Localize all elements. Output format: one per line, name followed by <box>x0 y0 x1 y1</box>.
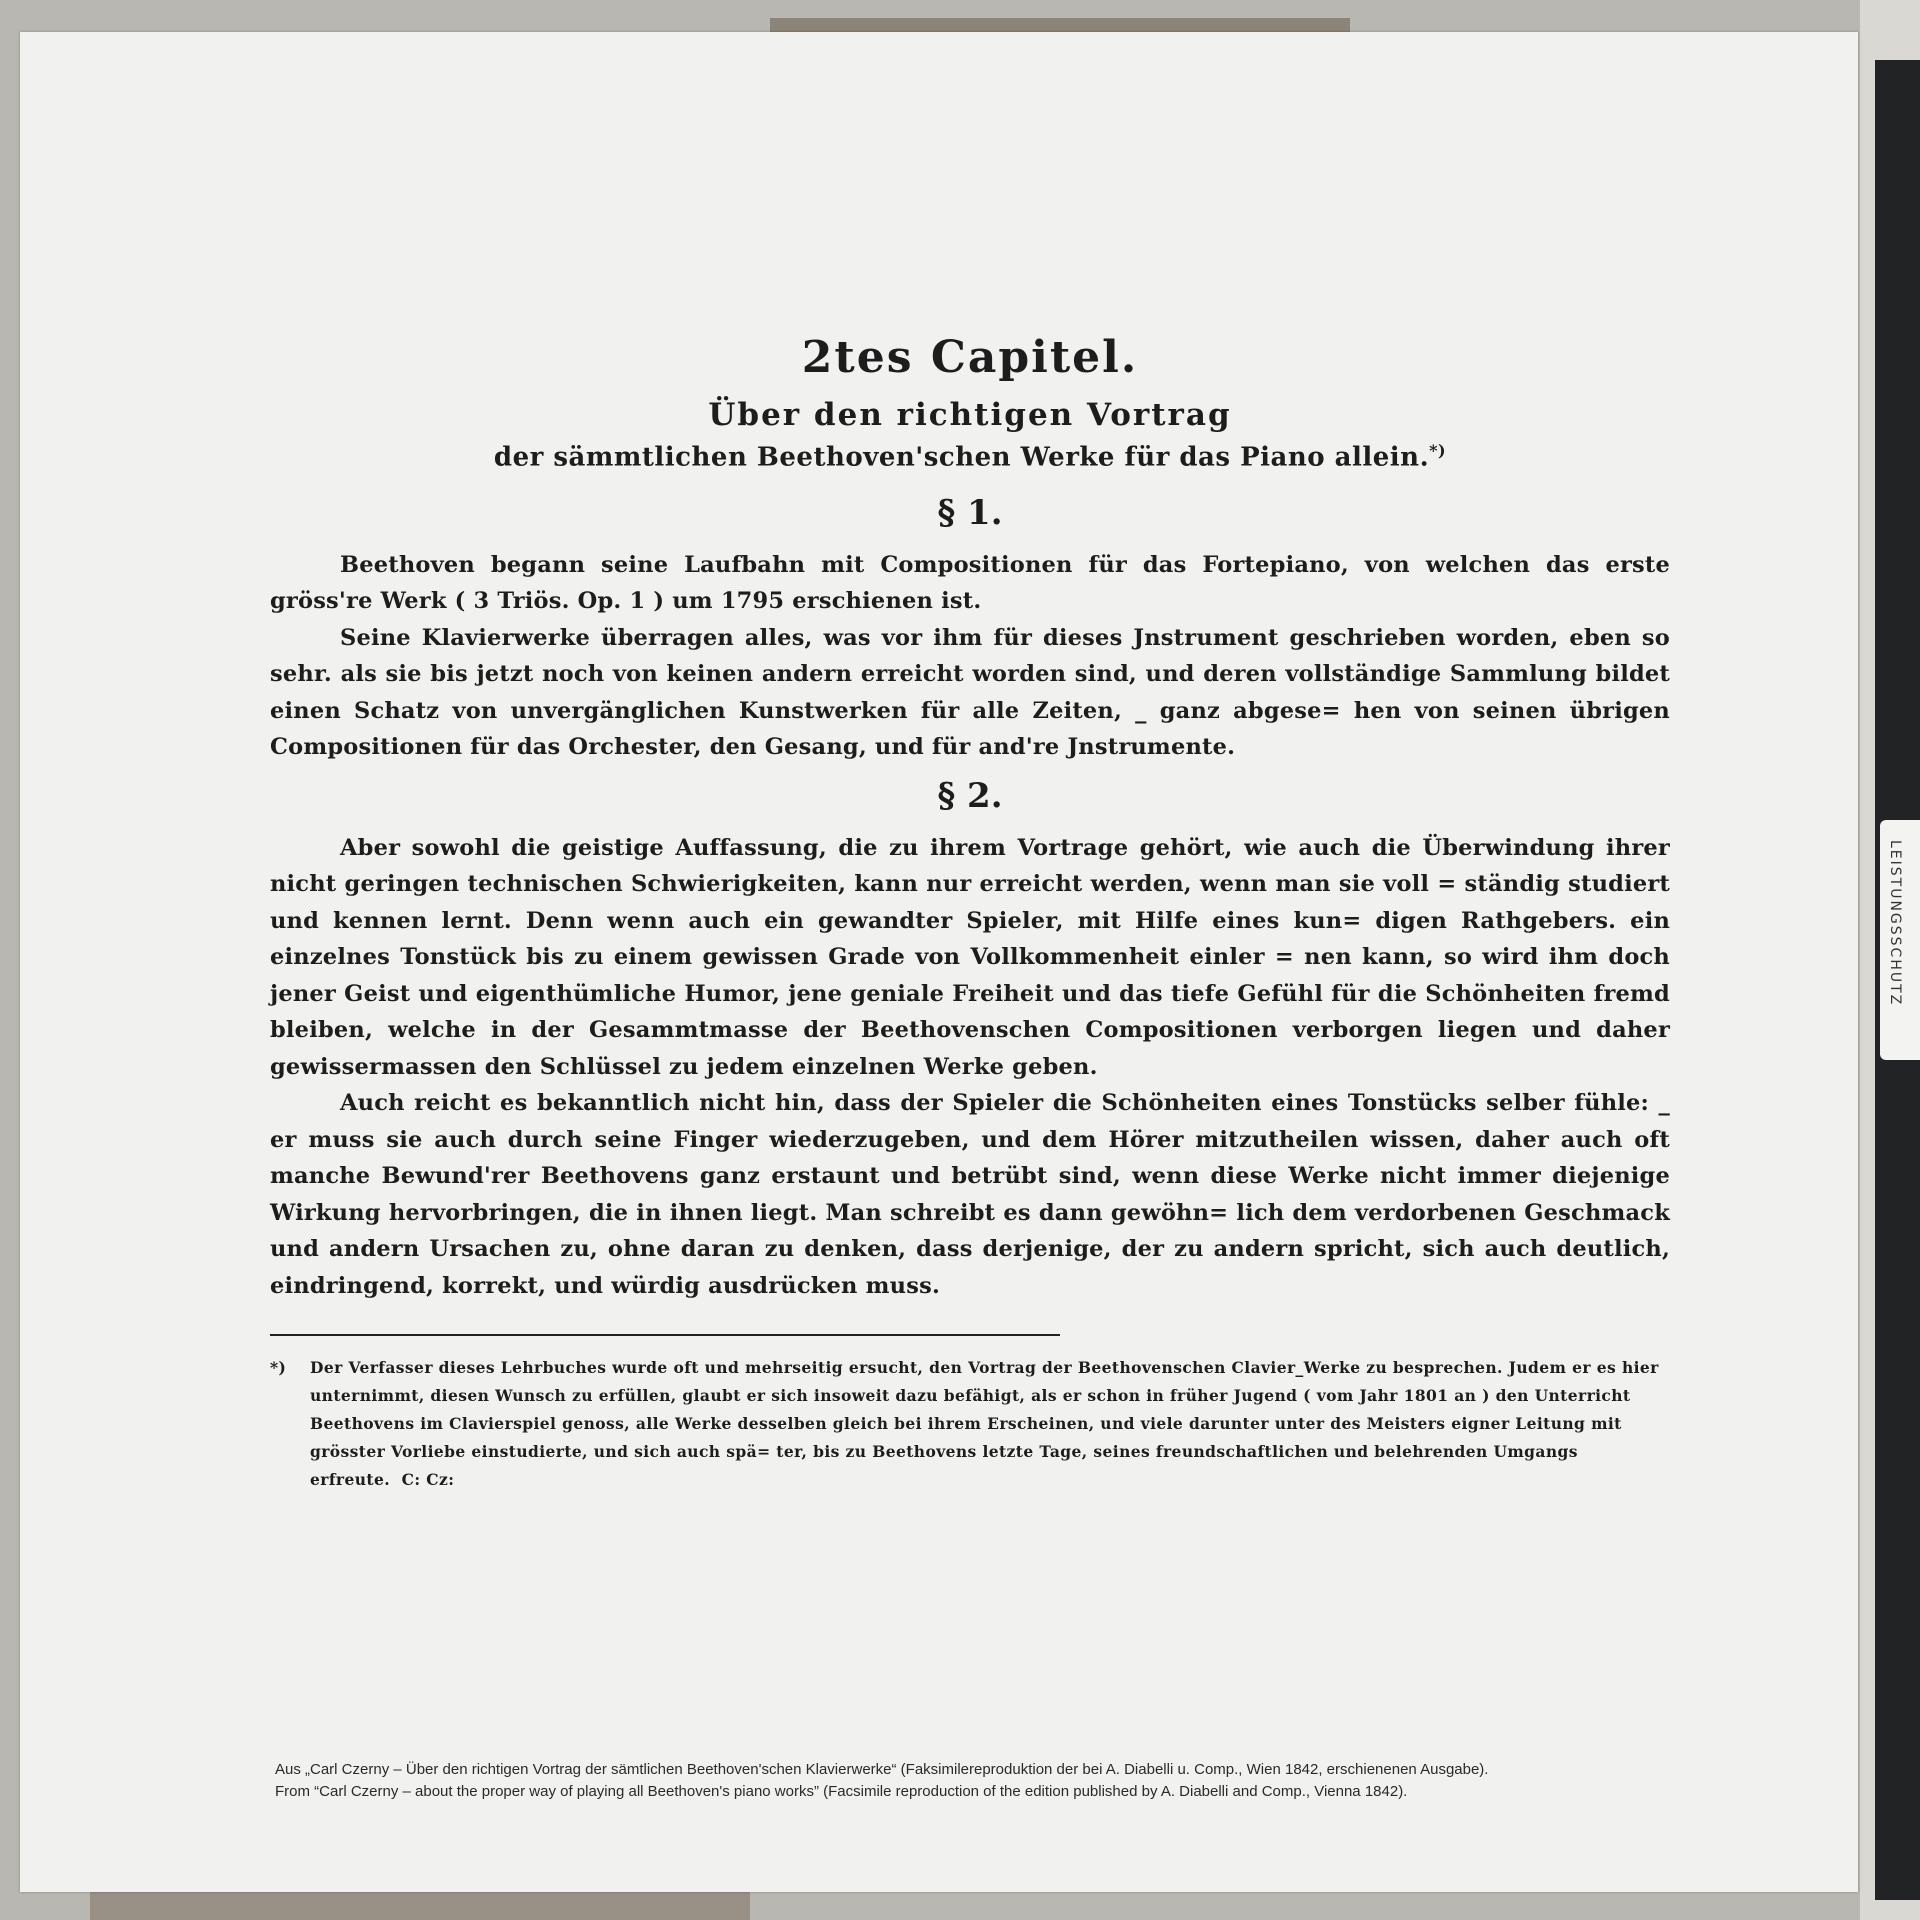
section-2-paragraph-1: Aber sowohl die geistige Auffassung, die zu ihrem Vortrage gehört, wie auch die Überwindung ihrer nicht geringen technischen Schwierigkeiten, kann nur erreicht werden, wenn man sie voll = ständig studiert und kennen lernt. Denn wenn auch ein gewandter Spieler, mit Hilfe eines kun= digen Rathgebers. ein einzelnes Tonstück bis zu einem gewissen Grade von Vollkommenheit einler = nen kann, so wird ihm doch jener Geist und eigenthümliche Humor, jene geniale Freiheit und das tiefe Gefühl für die Schönheiten fremd bleiben, welche in der Gesammtmasse der Beethovenschen Compositionen verborgen liegen und daher gewissermassen den Schlüssel zu jedem einzelnen Werke geben. <box>270 834 1670 1080</box>
liner-notes-page <box>20 32 1858 1892</box>
section-2-paragraph-2: Auch reicht es bekanntlich nicht hin, dass der Spieler die Schönheiten eines Tonstücks selber fühle: _ er muss sie auch durch seine Finger wiederzugeben, und dem Hörer mitzutheilen wissen, daher auch oft manche Bewund'rer Beethovens ganz erstaunt und betrübt sind, wenn diese Werke nicht immer diejenige Wirkung hervorbringen, die in ihnen liegt. Man schreibt es dann gewöhn= lich dem verdorbenen Geschmack und andern Ursachen zu, ohne daran zu denken, dass derjenige, der zu andern spricht, sich auch deutlich, eindringend, korrekt, und würdig ausdrücken muss. <box>270 1090 1670 1299</box>
source-caption <box>275 1759 1695 1803</box>
footnote-text: Der Verfasser dieses Lehrbuches wurde oft und mehrseitig ersucht, den Vortrag der Beethovenschen Clavier_Werke zu besprechen. Judem er es hier unternimmt, diesen Wunsch zu erfüllen, glaubt er sich insoweit dazu befähigt, als er schon in früher Jugend ( vom Jahr 1801 an ) den Unterricht Beethovens im Clavierspiel genoss, alle Werke desselben gleich bei ihrem Erscheinen, und viele darunter unter des Meisters eigner Leitung mit grösster Vorliebe einstudierte, und sich auch spä= ter, bis zu Beethovens letzte Tage, seines freundschaftlichen und belehrenden Umgangs erfreute. <box>310 1358 1659 1490</box>
facsimile-text-block <box>270 332 1670 1494</box>
footnote-divider <box>270 1334 1060 1336</box>
caption-english: From “Carl Czerny – about the proper way of playing all Beethoven's piano works” (Facsimile reproduction of the edition published by A. Diabelli and Comp., Vienna 1842). <box>275 1783 1408 1800</box>
section-1-paragraph-2: Seine Klavierwerke überragen alles, was vor ihm für dieses Jnstrument geschrieben worden, eben so sehr. als sie bis jetzt noch von keinen andern erreicht worden sind, und deren vollständige Sammlung bildet einen Schatz von unvergänglichen Kunstwerken für alle Zeiten, _ ganz abgese= hen von seinen übrigen Compositionen für das Orchester, den Gesang, und für and're Jnstrumente. <box>270 624 1670 761</box>
chapter-subtitle-line2-wrap <box>270 441 1670 473</box>
section-2-mark: § 2. <box>937 775 1003 816</box>
footnote-marker-bottom: *) <box>270 1358 287 1378</box>
chapter-subtitle-line1: Über den richtigen Vortrag <box>708 397 1232 433</box>
chapter-title: 2tes Capitel. <box>801 332 1139 383</box>
footnote-signature: C: Cz: <box>401 1470 455 1490</box>
caption-german: Aus „Carl Czerny – Über den richtigen Vortrag der sämtlichen Beethoven'schen Klavierwerke“ (Faksimilereproduktion der bei A. Diabelli u. Comp., Wien 1842, erschienenen Ausgabe). <box>275 1761 1489 1778</box>
section-1-mark: § 1. <box>937 492 1003 533</box>
footnote <box>270 1354 1670 1494</box>
chapter-subtitle-line2: der sämmtlichen Beethoven'schen Werke für das Piano allein. <box>493 442 1430 473</box>
section-1-paragraph-1: Beethoven begann seine Laufbahn mit Compositionen für das Fortepiano, von welchen das erste gröss're Werk ( 3 Triös. Op. 1 ) um 1795 erschienen ist. <box>270 551 1670 615</box>
record-label-text: LEISTUNGSSCHUTZ <box>1887 840 1903 1007</box>
torn-paper-edge-bottom <box>90 1888 750 1920</box>
footnote-marker: *) <box>1429 441 1447 460</box>
